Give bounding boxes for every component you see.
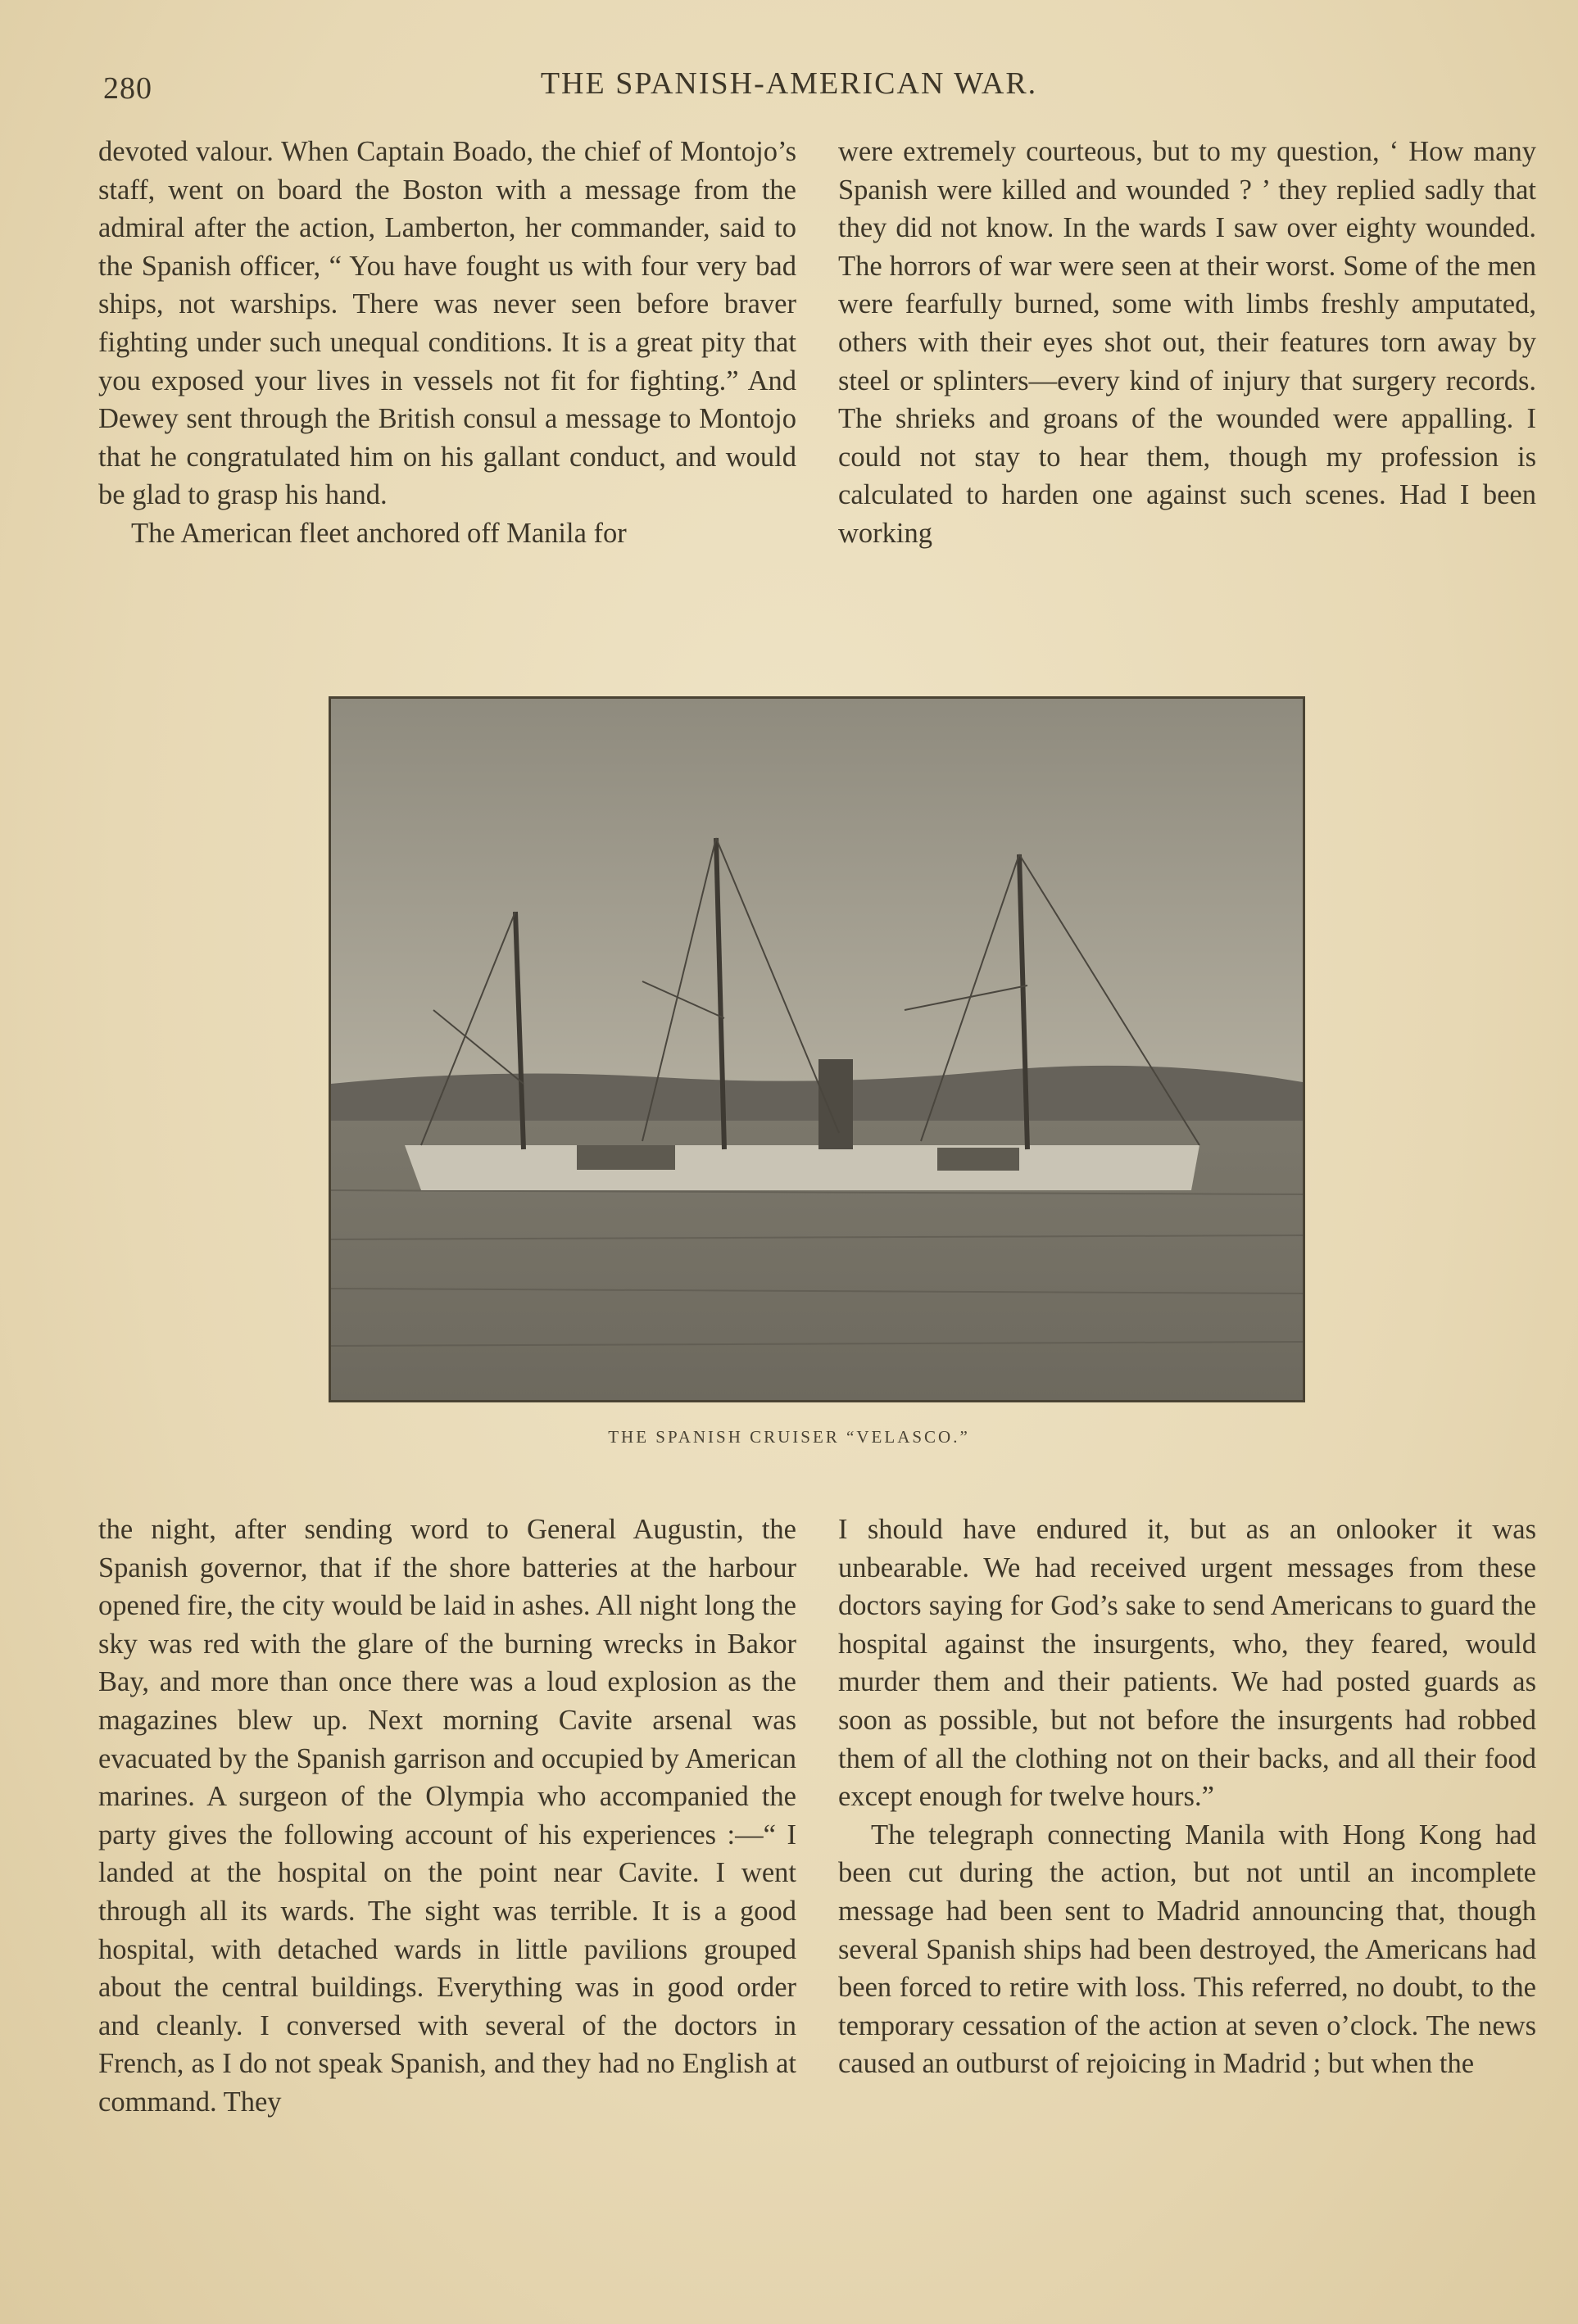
- paragraph: The American fleet anchored off Manila for: [131, 517, 627, 549]
- figure-caption: THE SPANISH CRUISER “VELASCO.”: [608, 1427, 970, 1447]
- column-bottom-right: [838, 1511, 1536, 2083]
- running-head: THE SPANISH-AMERICAN WAR.: [540, 66, 1038, 101]
- page-number: 280: [103, 71, 152, 106]
- column-top-left: [98, 133, 796, 553]
- ship-photograph-icon: [331, 699, 1303, 1400]
- column-top-right: [838, 133, 1536, 553]
- paragraph: The telegraph connecting Manila with Hong Kong had been cut during the action, but not until an incomplete message had been sent to Madrid announcing that, though several Spanish ships had been destroyed, the Americans had been forced to retire with loss. This referred, no doubt, to the temporary cessation of the action at seven o’clock. The news caused an outburst of rejoicing in Madrid ; but when the: [838, 1819, 1536, 2080]
- ship-photograph: [329, 696, 1305, 1402]
- paragraph: I should have endured it, but as an onlooker it was unbearable. We had received urgent messages from these doctors saying for God’s sake to send Americans to guard the hospital against the insurgents, who, they feared, would murder them and their patients. We had posted guards as soon as possible, but not before the insurgents had robbed them of all the clothing not on their backs, and all their food except enough for twelve hours.”: [838, 1514, 1536, 1813]
- paragraph: were extremely courteous, but to my question, ‘ How many Spanish were killed and wounded ? ’ they replied sadly that they did not know. In the wards I saw over eighty wounded. The horrors of war were seen at their worst. Some of the men were fearfully burned, some with limbs freshly amputated, others with their eyes shot out, their features torn away by steel or splinters—every kind of injury that surgery records. The shrieks and groans of the wounded were appalling. I could not stay to hear them, though my profession is calculated to harden one against such scenes. Had I been working: [838, 136, 1536, 549]
- paragraph: the night, after sending word to General Augustin, the Spanish governor, that if the shore batteries at the harbour opened fire, the city would be laid in ashes. All night long the sky was red with the glare of the burning wrecks in Bakor Bay, and more than once there was a loud explosion as the magazines blew up. Next morning Cavite arsenal was evacuated by the Spanish garrison and occupied by American marines. A surgeon of the Olympia who accompanied the party gives the following account of his experiences :—“ I landed at the hospital on the point near Cavite. I went through all its wards. The sight was terrible. It is a good hospital, with detached wards in little pavilions grouped about the central buildings. Everything was in good order and cleanly. I conversed with several of the doctors in French, as I do not speak Spanish, and they had no English at command. They: [98, 1514, 796, 2118]
- column-bottom-left: [98, 1511, 796, 2122]
- paragraph: devoted valour. When Captain Boado, the chief of Montojo’s staff, went on board the Boston with a message from the admiral after the action, Lamberton, her commander, said to the Spanish officer, “ You have fought us with four very bad ships, not warships. There was never seen before braver fighting under such unequal conditions. It is a great pity that you exposed your lives in vessels not fit for fighting.” And Dewey sent through the British consul a message to Montojo that he congratulated him on his gallant conduct, and would be glad to grasp his hand.: [98, 136, 796, 511]
